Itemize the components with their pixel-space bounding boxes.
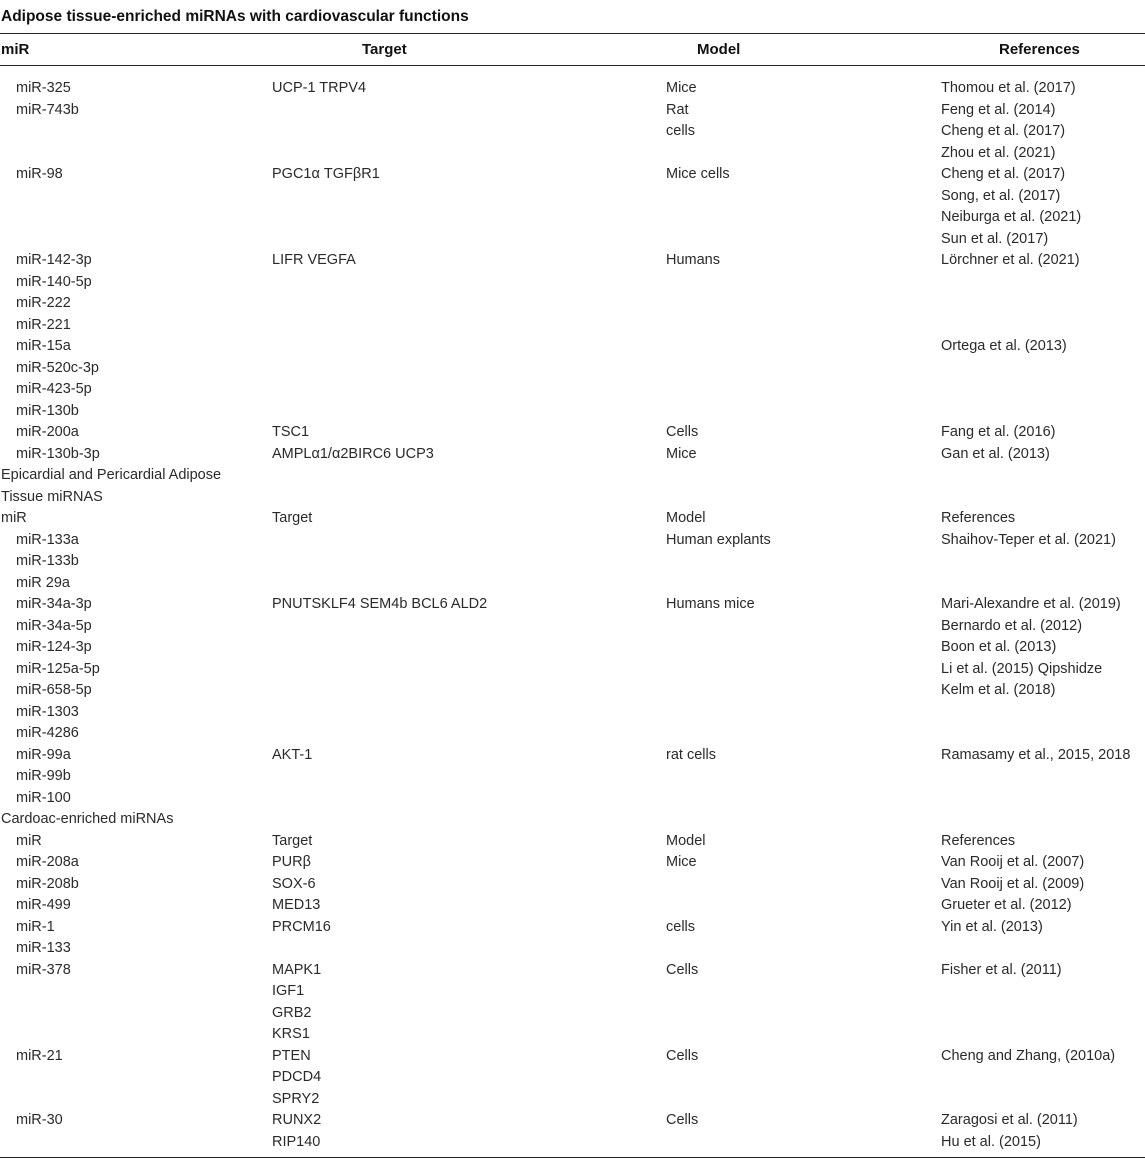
cell-reference: Bernardo et al. (2012)	[941, 617, 1083, 634]
cell-mir: miR-133a	[16, 531, 79, 548]
cell-target: PTEN	[272, 1047, 311, 1064]
table-row	[0, 229, 1145, 251]
table-row	[0, 874, 1145, 896]
cell-mir: miR-34a-5p	[16, 617, 92, 634]
cell-reference: Feng et al. (2014)	[941, 101, 1056, 118]
cell-model: Mice cells	[666, 166, 730, 182]
table-row	[0, 78, 1145, 100]
table-row	[0, 702, 1145, 724]
cell-mir: miR-30	[16, 1112, 63, 1128]
cell-model: cells	[666, 123, 696, 139]
table-header	[0, 38, 1145, 62]
cell-reference: Li et al. (2015) Qipshidze	[941, 660, 1103, 677]
bottom-rule	[0, 1157, 1145, 1158]
cell-reference: Cheng et al. (2017)	[941, 123, 1066, 139]
cell-mir: miR-125a-5p	[16, 660, 100, 677]
table-row	[0, 422, 1145, 444]
table-row	[0, 852, 1145, 874]
cell-reference: Ramasamy et al., 2015, 2018	[941, 746, 1131, 763]
cell-reference: References	[941, 832, 1016, 849]
table-row	[0, 100, 1145, 122]
cell-reference: Lörchner et al. (2021)	[941, 252, 1080, 268]
table-title: Adipose tissue-enriched miRNAs with cardiovascular functions	[1, 8, 469, 25]
table-row	[0, 250, 1145, 272]
cell-reference: Sun et al. (2017)	[941, 230, 1049, 247]
cell-reference: Ortega et al. (2013)	[941, 338, 1067, 354]
table-row	[0, 379, 1145, 401]
table-row	[0, 1067, 1145, 1089]
table-row	[0, 938, 1145, 960]
cell-mir: miR-222	[16, 295, 71, 311]
cell-target: TSC1	[272, 424, 310, 440]
cell-model: Mice	[666, 854, 697, 870]
cell-reference: Thomou et al. (2017)	[941, 80, 1076, 96]
cell-reference: Mari-Alexandre et al. (2019)	[941, 596, 1121, 612]
cell-mir: miR-325	[16, 80, 71, 96]
cell-target: RUNX2	[272, 1112, 322, 1128]
cell-mir: miR	[1, 510, 27, 526]
cell-mir: miR-21	[16, 1047, 63, 1064]
cell-mir: miR-34a-3p	[16, 596, 92, 612]
cell-mir: Epicardial and Pericardial Adipose	[1, 467, 222, 483]
cell-target: PURβ	[272, 854, 311, 870]
cell-reference: Van Rooij et al. (2009)	[941, 875, 1085, 892]
table-row	[0, 788, 1145, 810]
section-row	[0, 487, 1145, 509]
cell-reference: Yin et al. (2013)	[941, 918, 1043, 935]
table-row	[0, 164, 1145, 186]
table-row	[0, 680, 1145, 702]
cell-mir: miR-423-5p	[16, 381, 92, 397]
cell-reference: Neiburga et al. (2021)	[941, 209, 1082, 225]
cell-reference: Grueter et al. (2012)	[941, 897, 1072, 913]
cell-mir: miR-499	[16, 897, 71, 913]
table-row	[0, 1132, 1145, 1154]
cell-model: Cells	[666, 424, 699, 440]
cell-mir: miR-1	[16, 918, 55, 935]
cell-mir: miR-208a	[16, 854, 79, 870]
cell-mir: miR-221	[16, 316, 71, 333]
cell-mir: miR-100	[16, 789, 71, 806]
cell-mir: miR-133b	[16, 553, 79, 569]
cell-reference: Gan et al. (2013)	[941, 445, 1050, 462]
cell-mir: Tissue miRNAS	[1, 488, 103, 505]
table-row	[0, 336, 1145, 358]
cell-reference: Kelm et al. (2018)	[941, 682, 1056, 698]
cell-target: PGC1α TGFβR1	[272, 166, 380, 182]
cell-model: cells	[666, 918, 696, 935]
section-row	[0, 809, 1145, 831]
cell-target: GRB2	[272, 1004, 312, 1021]
table-row	[0, 1110, 1145, 1132]
cell-target: SOX-6	[272, 875, 316, 892]
table-body	[0, 78, 1145, 1153]
cell-reference: Fisher et al. (2011)	[941, 961, 1062, 978]
cell-target: Target	[272, 510, 313, 526]
cell-reference: Fang et al. (2016)	[941, 424, 1056, 440]
header-target: Target	[362, 41, 407, 58]
cell-mir: miR-99b	[16, 768, 71, 784]
cell-mir: miR-658-5p	[16, 682, 92, 698]
cell-target: MED13	[272, 897, 321, 913]
cell-mir: miR 29a	[16, 574, 70, 591]
table-row	[0, 831, 1145, 853]
cell-mir: miR-98	[16, 166, 63, 182]
table-row	[0, 895, 1145, 917]
header-mir: miR	[1, 41, 30, 58]
table-row	[0, 358, 1145, 380]
cell-model: Human explants	[666, 531, 771, 548]
cell-reference: References	[941, 510, 1016, 526]
cell-mir: miR-4286	[16, 725, 79, 741]
section-row	[0, 465, 1145, 487]
cell-mir: miR-142-3p	[16, 252, 92, 268]
table-row	[0, 444, 1145, 466]
table-row	[0, 981, 1145, 1003]
table-row	[0, 766, 1145, 788]
table-row	[0, 315, 1145, 337]
table-row	[0, 1003, 1145, 1025]
section-row	[0, 508, 1145, 530]
table-row	[0, 637, 1145, 659]
cell-mir: miR-1303	[16, 703, 79, 720]
cell-mir: miR-133	[16, 940, 71, 956]
cell-reference: Song, et al. (2017)	[941, 187, 1061, 204]
header-references: References	[999, 41, 1080, 58]
cell-model: Mice	[666, 445, 697, 462]
cell-model: Model	[666, 510, 706, 526]
cell-model: Humans mice	[666, 596, 755, 612]
cell-mir: miR-378	[16, 961, 71, 978]
table-row	[0, 960, 1145, 982]
cell-reference: Hu et al. (2015)	[941, 1133, 1041, 1150]
cell-mir: miR-130b-3p	[16, 445, 100, 462]
cell-model: Mice	[666, 80, 697, 96]
table-row	[0, 1089, 1145, 1111]
cell-target: PDCD4	[272, 1069, 322, 1085]
cell-model: Cells	[666, 1047, 699, 1064]
table-row	[0, 723, 1145, 745]
cell-mir: miR-124-3p	[16, 639, 92, 655]
table-row	[0, 207, 1145, 229]
table-row	[0, 745, 1145, 767]
cell-reference: Cheng et al. (2017)	[941, 166, 1066, 182]
header-rule	[0, 65, 1145, 66]
cell-target: Target	[272, 832, 313, 849]
cell-mir: miR	[16, 832, 42, 849]
cell-reference: Cheng and Zhang, (2010a)	[941, 1047, 1116, 1064]
cell-reference: Boon et al. (2013)	[941, 639, 1057, 655]
table-row	[0, 594, 1145, 616]
cell-target: RIP140	[272, 1133, 321, 1150]
table-row	[0, 530, 1145, 552]
cell-target: SPRY2	[272, 1090, 320, 1107]
cell-target: UCP-1 TRPV4	[272, 80, 367, 96]
header-model: Model	[697, 41, 741, 58]
cell-mir: miR-743b	[16, 101, 79, 118]
table-row	[0, 917, 1145, 939]
cell-reference: Shaihov-Teper et al. (2021)	[941, 531, 1116, 548]
cell-target: PNUTSKLF4 SEM4b BCL6 ALD2	[272, 596, 488, 612]
table-row	[0, 551, 1145, 573]
cell-mir: miR-520c-3p	[16, 359, 99, 376]
cell-mir: miR-200a	[16, 424, 79, 440]
cell-mir: Cardoac-enriched miRNAs	[1, 811, 174, 827]
cell-target: MAPK1	[272, 961, 322, 978]
table-row	[0, 1046, 1145, 1068]
cell-model: Cells	[666, 1112, 699, 1128]
table-row	[0, 659, 1145, 681]
table-row	[0, 143, 1145, 165]
table-row	[0, 1024, 1145, 1046]
cell-mir: miR-130b	[16, 402, 79, 419]
cell-target: PRCM16	[272, 918, 331, 935]
cell-model: Humans	[666, 252, 720, 268]
cell-target: KRS1	[272, 1026, 310, 1042]
cell-reference: Zhou et al. (2021)	[941, 144, 1056, 161]
cell-reference: Zaragosi et al. (2011)	[941, 1112, 1078, 1128]
cell-model: Model	[666, 832, 706, 849]
table-row	[0, 573, 1145, 595]
table-row	[0, 401, 1145, 423]
cell-target: IGF1	[272, 983, 305, 999]
cell-mir: miR-15a	[16, 338, 71, 354]
cell-mir: miR-140-5p	[16, 273, 92, 290]
cell-mir: miR-99a	[16, 746, 71, 763]
cell-model: Cells	[666, 961, 699, 978]
top-rule	[0, 33, 1145, 34]
cell-target: AMPLα1/α2BIRC6 UCP3	[272, 445, 434, 462]
table-row	[0, 293, 1145, 315]
cell-mir: miR-208b	[16, 875, 79, 892]
cell-target: AKT-1	[272, 746, 313, 763]
table-row	[0, 186, 1145, 208]
table-row	[0, 121, 1145, 143]
cell-reference: Van Rooij et al. (2007)	[941, 854, 1085, 870]
cell-model: rat cells	[666, 746, 716, 763]
cell-target: LIFR VEGFA	[272, 252, 356, 268]
table-row	[0, 616, 1145, 638]
table-row	[0, 272, 1145, 294]
cell-model: Rat	[666, 101, 689, 118]
